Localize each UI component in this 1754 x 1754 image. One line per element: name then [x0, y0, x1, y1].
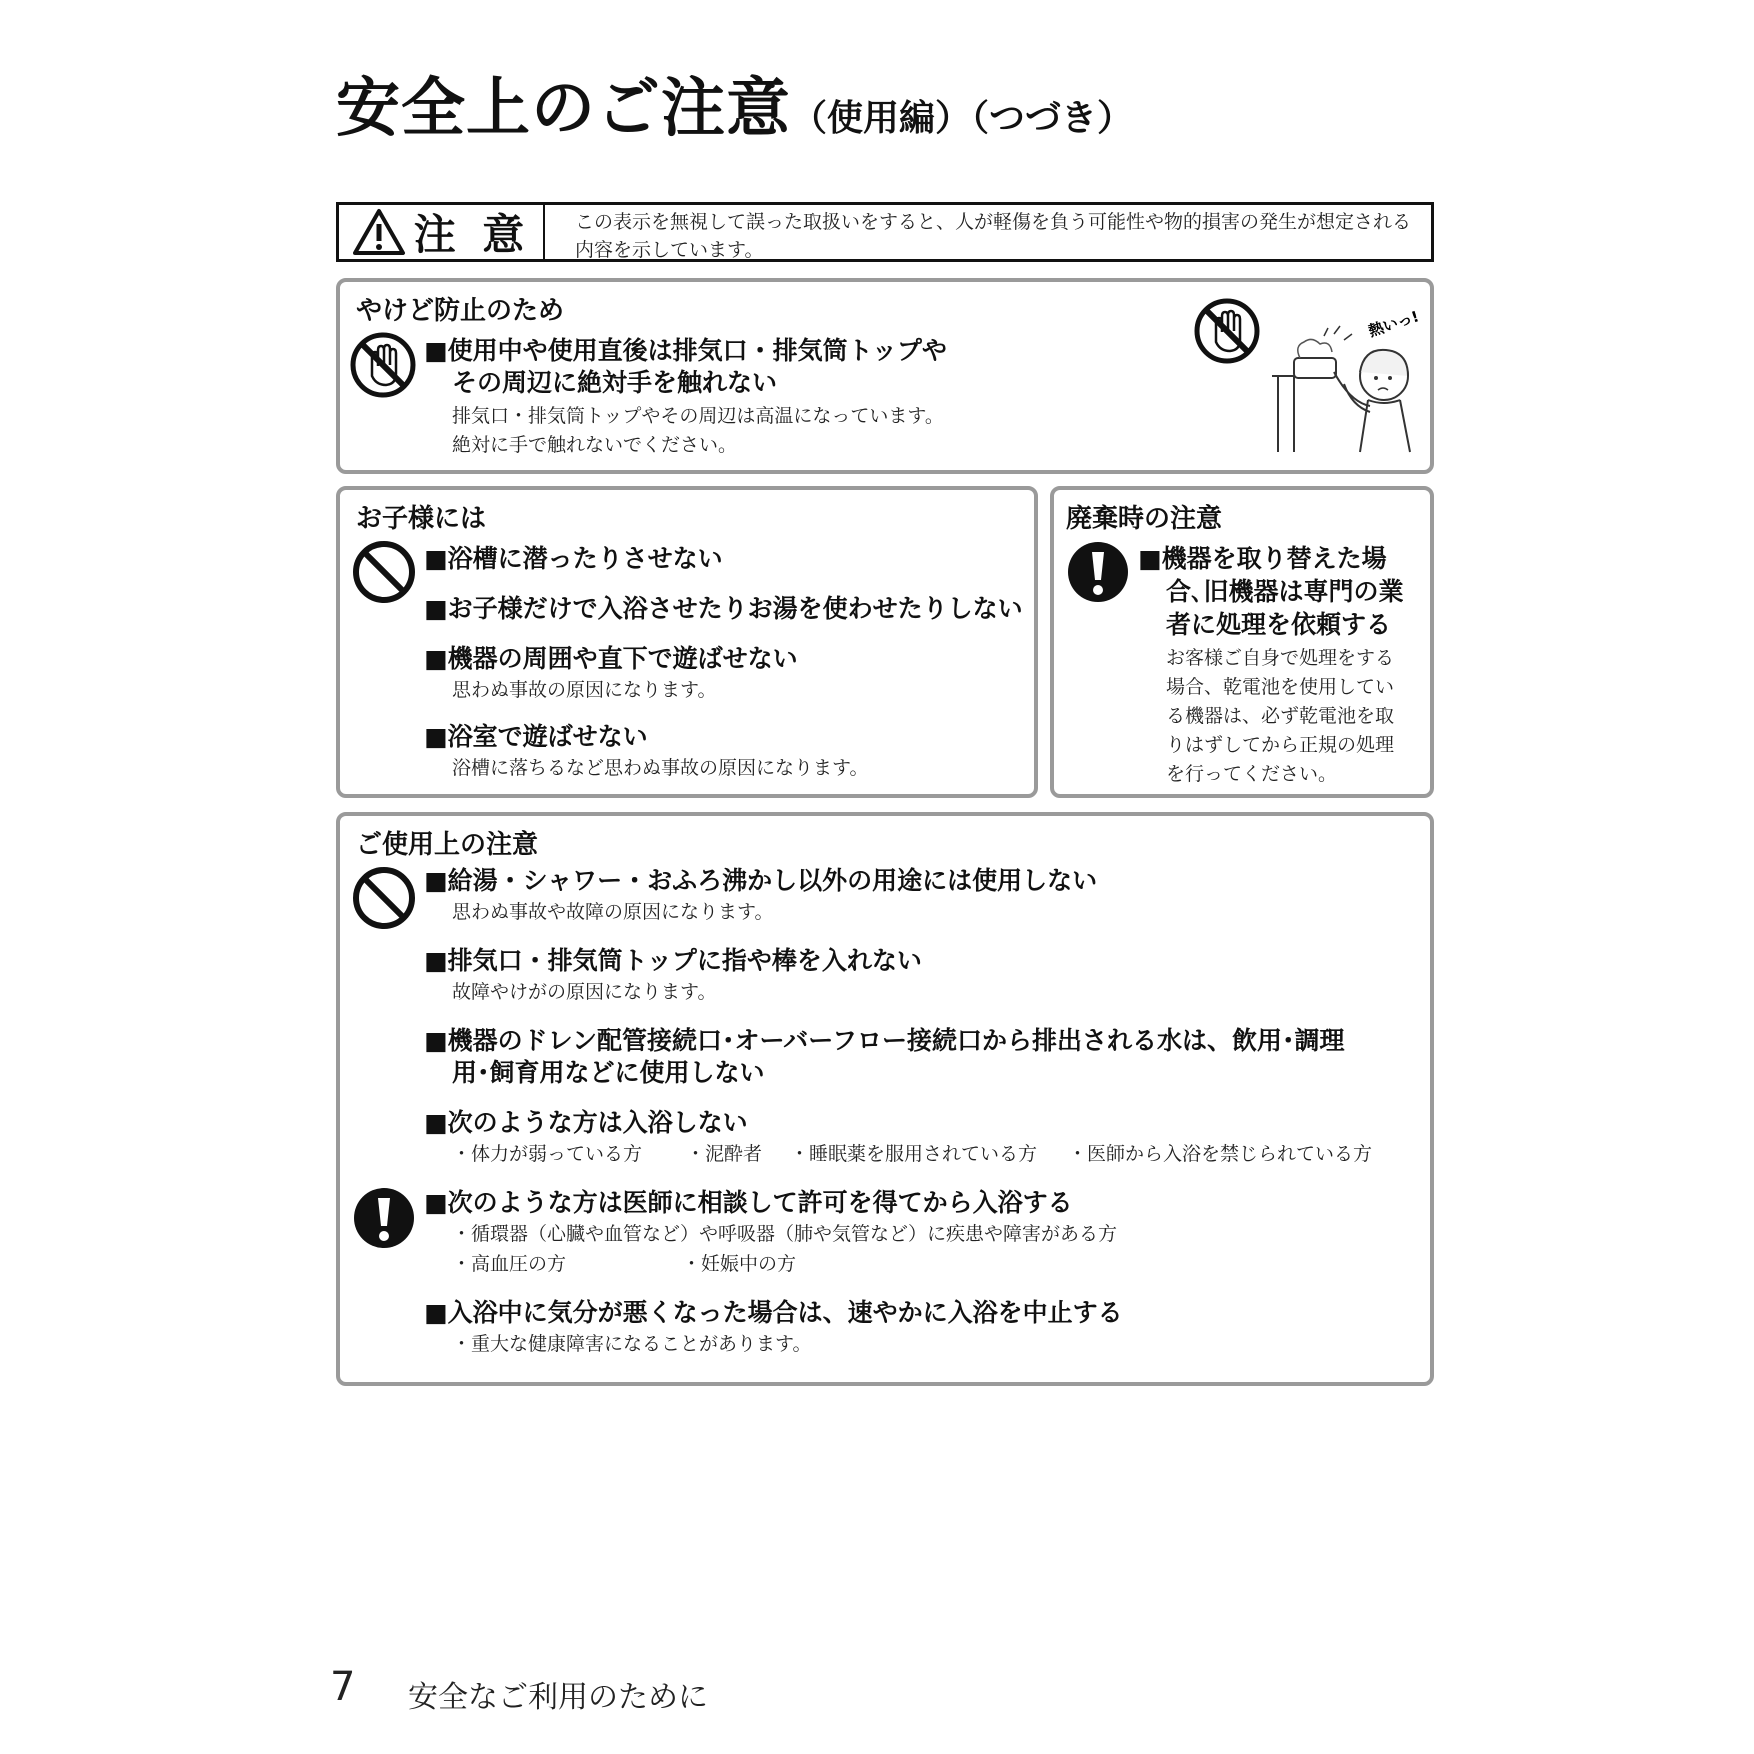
usage-item4-bullet1: ・体力が弱っている方 [452, 1143, 643, 1165]
usage-item-no-insert: ■排気口・排気筒トップに指や棒を入れない [424, 946, 922, 975]
usage-item5-bullet2: ・高血圧の方 [452, 1253, 567, 1275]
caution-legend [336, 202, 1434, 262]
disposal-heading-line1: ■機器を取り替えた場 [1138, 544, 1387, 573]
no-touch-icon-small [1194, 298, 1260, 364]
usage-panel [336, 812, 1434, 1386]
burn-note-line1: 排気口・排気筒トップやその周辺は高温になっています。 [452, 405, 944, 427]
burn-prevention-panel [336, 278, 1434, 474]
disposal-heading-line2: 合､旧機器は専門の業 [1166, 577, 1404, 606]
children-item-no-play-bathroom: ■浴室で遊ばせない [424, 722, 648, 751]
disposal-section-title: 廃棄時の注意 [1066, 504, 1223, 534]
usage-item4-bullet4: ・医師から入浴を禁じられている方 [1068, 1143, 1373, 1165]
usage-item-drain-water-line1: ■機器のドレン配管接続口･オーバーフロー接続口から排出される水は、飲用･調理 [424, 1026, 1345, 1055]
warning-triangle-icon [352, 208, 406, 256]
prohibited-icon [352, 866, 416, 930]
page-title [336, 74, 1133, 144]
usage-item4-bullet3: ・睡眠薬を服用されている方 [790, 1143, 1038, 1165]
mandatory-action-icon [1066, 540, 1130, 604]
usage-item-stop-bathing: ■入浴中に気分が悪くなった場合は、速やかに入浴を中止する [424, 1298, 1123, 1327]
usage-item-purpose-only: ■給湯・シャワー・おふろ沸かし以外の用途には使用しない [424, 866, 1098, 895]
caution-label [339, 205, 545, 259]
disposal-note-line4: りはずしてから正規の処理 [1166, 734, 1395, 756]
disposal-note-line5: を行ってください。 [1166, 763, 1338, 785]
children-section-title: お子様には [356, 504, 487, 534]
burn-section-title: やけど防止のため [356, 296, 565, 326]
page-title-main: 安全上のご注意 [336, 72, 791, 146]
usage-item6-note: ・重大な健康障害になることがあります。 [452, 1333, 812, 1355]
prohibited-icon [352, 540, 416, 604]
children-panel [336, 486, 1038, 798]
usage-item-drain-water-line2: 用･飼育用などに使用しない [452, 1058, 765, 1087]
usage-item5-bullet1: ・循環器（心臓や血管など）や呼吸器（肺や気管など）に疾患や障害がある方 [452, 1223, 1118, 1245]
burn-heading-line2: その周辺に絶対手を触れない [452, 368, 778, 397]
usage-item-no-bathing: ■次のような方は入浴しない [424, 1108, 748, 1137]
usage-item2-note: 故障やけがの原因になります。 [452, 981, 717, 1003]
disposal-panel [1050, 486, 1434, 798]
burn-illustration-caption: 熱いっ! [1366, 307, 1422, 341]
disposal-note-line1: お客様ご自身で処理をする [1166, 647, 1395, 669]
footer-section-name: 安全なご利用のために [408, 1680, 708, 1715]
page-title-sub: （使用編）（つづき） [791, 98, 1134, 139]
children-item-no-play-near-unit: ■機器の周囲や直下で遊ばせない [424, 644, 798, 673]
mandatory-action-icon [352, 1186, 416, 1250]
burn-illustration [1264, 306, 1424, 456]
burn-heading-line1: ■使用中や使用直後は排気口・排気筒トップや [424, 336, 947, 365]
usage-section-title: ご使用上の注意 [356, 830, 539, 860]
caution-description: この表示を無視して誤った取扱いをすると、人が軽傷を負う可能性や物的損害の発生が想定される内容を示しています。 [575, 211, 1412, 261]
children-item4-note: 浴槽に落ちるなど思わぬ事故の原因になります。 [452, 757, 869, 779]
disposal-heading-line3: 者に処理を依頼する [1166, 610, 1392, 639]
usage-item-consult-doctor: ■次のような方は医師に相談して許可を得てから入浴する [424, 1188, 1073, 1217]
burn-note-line2: 絶対に手で触れないでください。 [452, 434, 738, 456]
children-item-no-solo-bath: ■お子様だけで入浴させたりお湯を使わせたりしない [424, 594, 1023, 623]
children-item3-note: 思わぬ事故の原因になります。 [452, 679, 717, 701]
disposal-note-line3: る機器は、必ず乾電池を取 [1166, 705, 1395, 727]
disposal-note-line2: 場合、乾電池を使用してい [1166, 676, 1395, 698]
usage-item1-note: 思わぬ事故や故障の原因になります。 [452, 901, 774, 923]
usage-item4-bullet2: ・泥酔者 [686, 1143, 763, 1165]
page-number: 7 [330, 1664, 356, 1710]
caution-word: 注 意 [413, 210, 531, 259]
usage-item5-bullet3: ・妊娠中の方 [682, 1253, 797, 1275]
no-touch-icon [350, 332, 416, 398]
children-item-no-diving: ■浴槽に潜ったりさせない [424, 544, 723, 573]
